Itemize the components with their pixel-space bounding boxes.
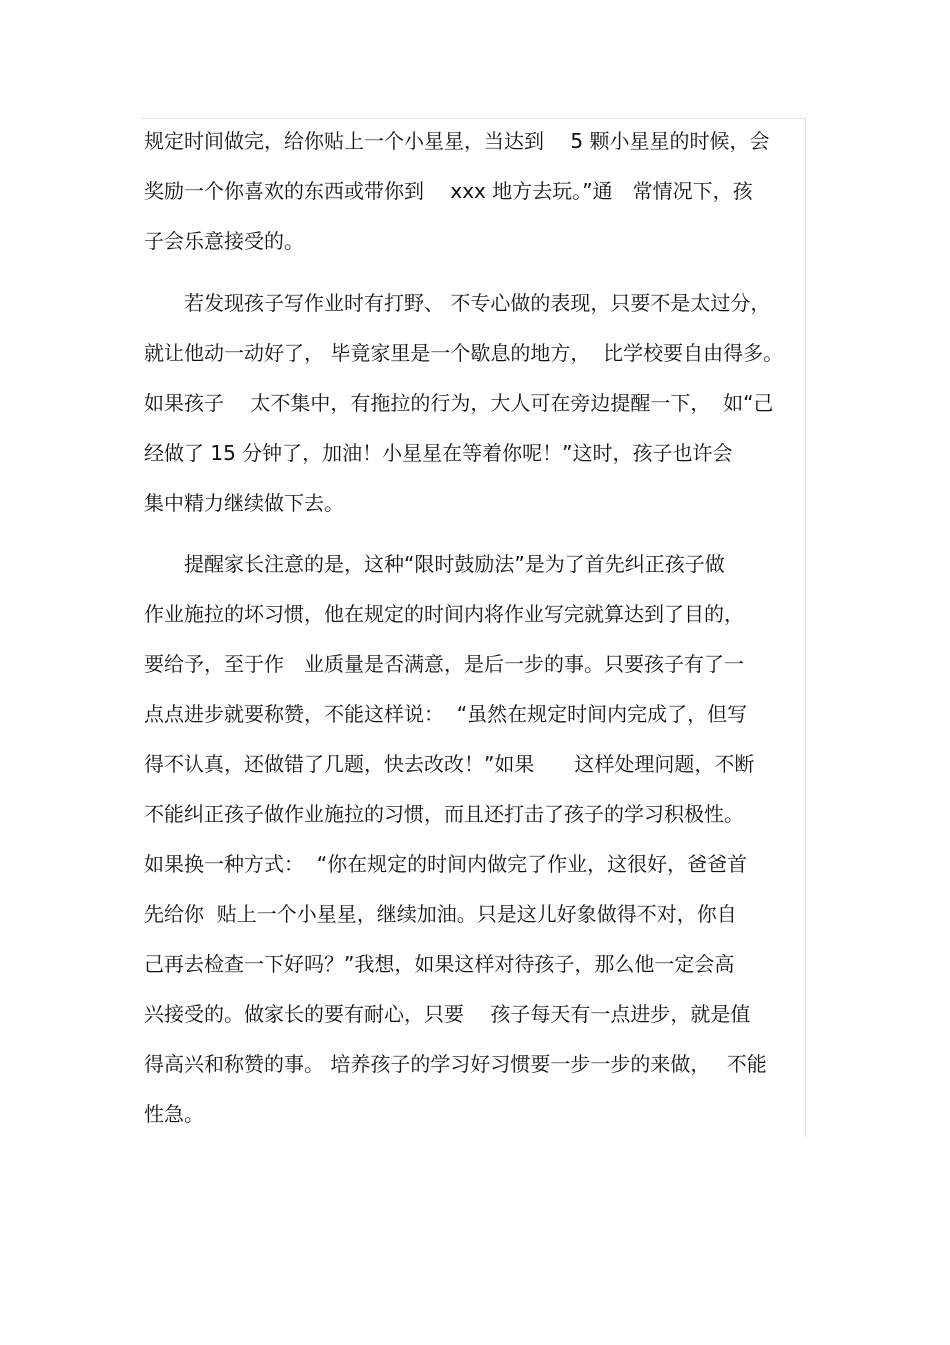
text-line: 得高兴和称赞的事。 培养孩子的学习好习惯要一步一步的来做， 不能: [144, 1052, 767, 1076]
text-line: 子会乐意接受的。: [144, 229, 304, 253]
text-line: 如果孩子 太不集中，有拖拉的行为，大人可在旁边提醒一下， 如“己: [144, 391, 774, 415]
text-line: 作业施拉的坏习惯，他在规定的时间内将作业写完就算达到了目的，: [144, 602, 744, 626]
text-line: 若发现孩子写作业时有打野、 不专心做的表现，只要不是太过分，: [144, 291, 771, 315]
text-line: 奖励一个你喜欢的东西或带你到 xxx 地方去玩。”通 常情况下，孩: [144, 179, 753, 203]
text-line: 点点进步就要称赞，不能这样说： “虽然在规定时间内完成了，但写: [144, 702, 748, 726]
text-line: 得不认真，还做错了几题，快去改改！”如果 这样处理问题，不断: [144, 752, 755, 776]
text-line: 己再去检查一下好吗？”我想，如果这样对待孩子，那么他一定会高: [144, 952, 735, 976]
text-line: 兴接受的。做家长的要有耐心，只要 孩子每天有一点进步，就是值: [144, 1002, 751, 1026]
text-line: 提醒家长注意的是，这种“限时鼓励法”是为了首先纠正孩子做: [144, 552, 725, 576]
text-line: 性急。: [144, 1102, 204, 1126]
text-line: 先给你 贴上一个小星星，继续加油。只是这儿好象做得不对，你自: [144, 902, 737, 926]
text-line: 规定时间做完，给你贴上一个小星星，当达到 5 颗小星星的时候，会: [144, 129, 770, 153]
text-line: 就让他动一动好了， 毕竟家里是一个歇息的地方， 比学校要自由得多。: [144, 341, 784, 365]
text-line: 要给予，至于作 业质量是否满意，是后一步的事。只要孩子有了一: [144, 652, 744, 676]
text-line: 集中精力继续做下去。: [144, 491, 344, 515]
text-line: 不能纠正孩子做作业施拉的习惯，而且还打击了孩子的学习积极性。: [144, 802, 744, 826]
text-line: 经做了 15 分钟了，加油！小星星在等着你呢！”这时，孩子也许会: [144, 441, 733, 465]
text-line: 如果换一种方式： “你在规定的时间内做完了作业，这很好，爸爸首: [144, 852, 748, 876]
